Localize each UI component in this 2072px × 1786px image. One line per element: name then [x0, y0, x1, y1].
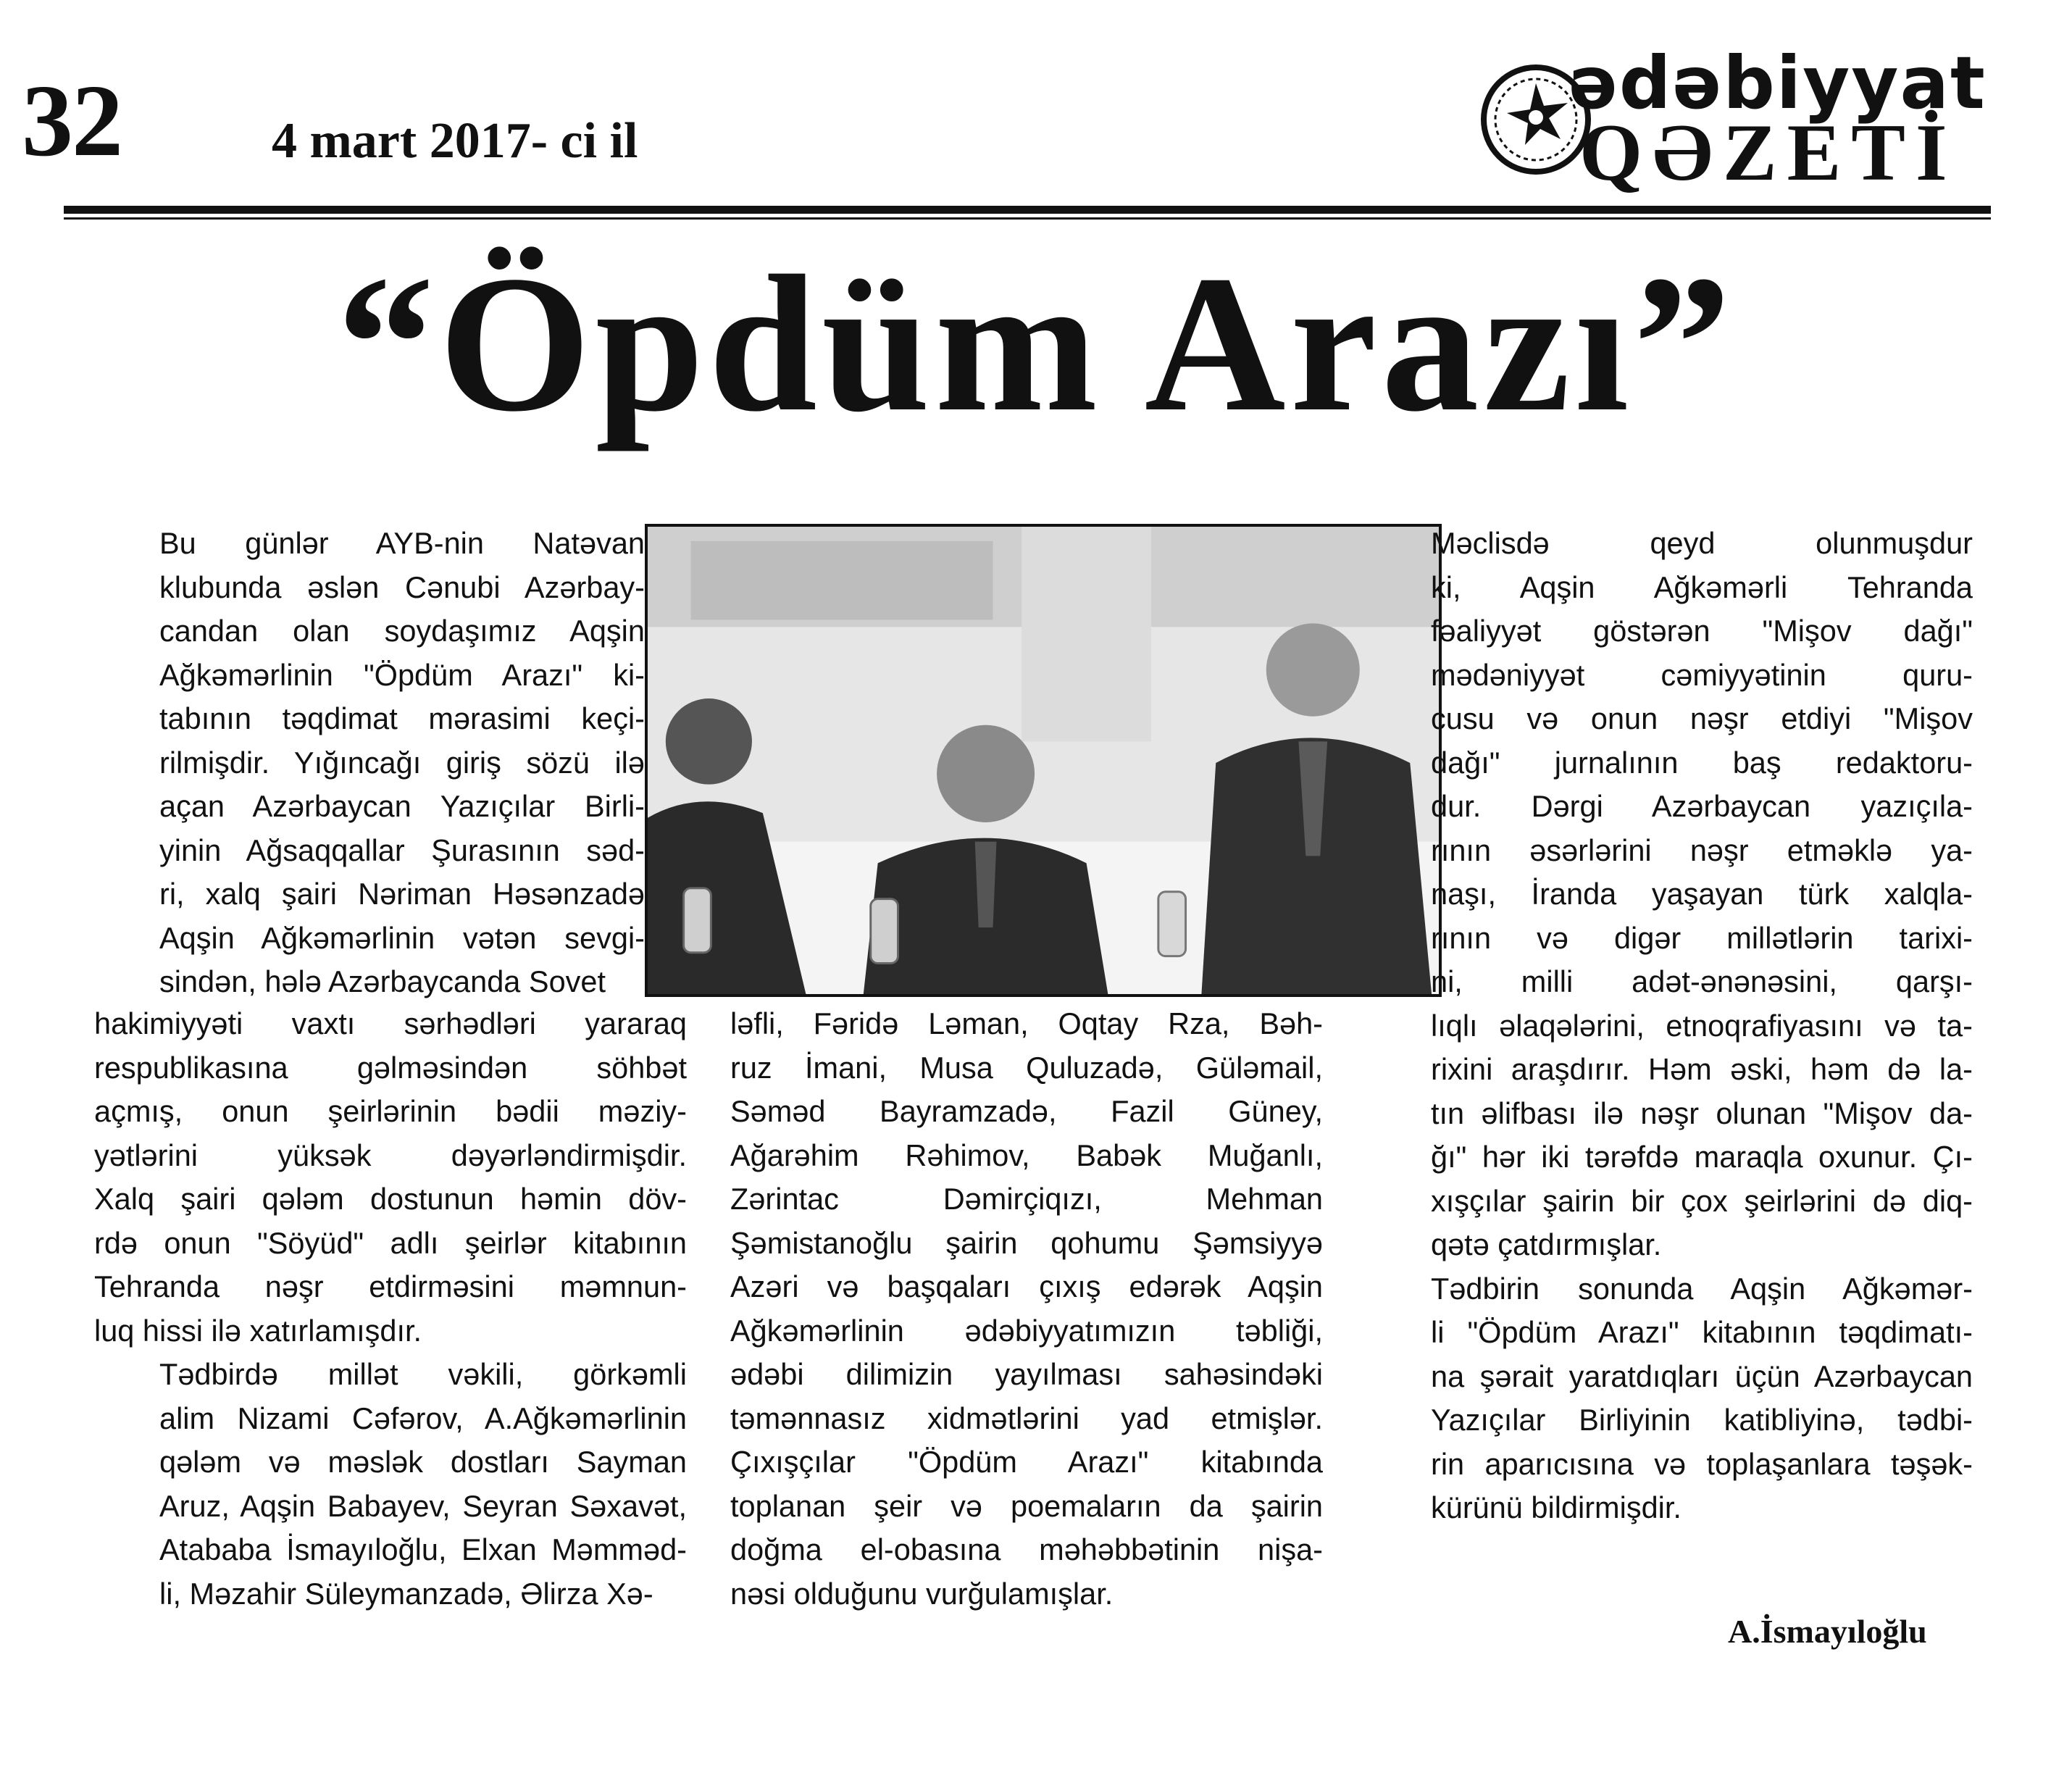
text-line: klubunda əslən Cənubi Azərbay-	[159, 569, 645, 604]
text-line: Məclisdə qeyd olunmuşdur	[1431, 526, 1973, 560]
text-line: açan Azərbaycan Yazıçılar Birli-	[159, 789, 645, 823]
text-line: Aruz, Aqşin Babayev, Seyran Səxavət,	[159, 1488, 687, 1523]
text-line: ruz İmani, Musa Quluzadə, Güləmail,	[730, 1050, 1323, 1085]
paragraph-1-bottom	[94, 1002, 687, 1353]
page-number: 32	[22, 63, 122, 178]
text-line: Tədbirdə millət vəkili, görkəmli	[159, 1357, 687, 1391]
text-line: cusu və onun nəşr etdiyi "Mişov	[1431, 701, 1973, 735]
paragraph-1-bottom-next	[94, 1353, 687, 1616]
text-line: Səməd Bayramzadə, Fazil Güney,	[730, 1094, 1323, 1128]
text-line: fəaliyyət göstərən "Mişov dağı"	[1431, 614, 1973, 648]
text-line: li, Məzahir Süleymanzadə, Əlirza Xə-	[159, 1576, 653, 1611]
issue-date: 4 mart 2017- ci il	[272, 113, 638, 169]
text-line: dur. Dərgi Azərbaycan yazıçıla-	[1431, 789, 1973, 823]
text-line: rin aparıcısına və toplaşanlara təşək-	[1431, 1446, 1973, 1481]
text-line: candan olan soydaşımız Aqşin	[159, 614, 645, 648]
text-line: na şərait yaratdıqları üçün Azərbaycan	[1431, 1359, 1973, 1393]
text-line: qələm və məslək dostları Sayman	[159, 1445, 687, 1479]
text-line: ni, milli adət-ənənəsini, qarşı-	[1431, 964, 1973, 998]
text-line: təmənnasız xidmətlərini yad etmişlər.	[730, 1401, 1323, 1435]
text-line: Şəmistanoğlu şairin qohumu Şəmsiyyə	[730, 1225, 1323, 1260]
column-2	[730, 1002, 1323, 1616]
masthead-line-2: QƏZETİ	[1579, 108, 1958, 198]
text-line: Bu günlər AYB-nin Natəvan	[159, 526, 645, 560]
column-3	[1366, 522, 1973, 1530]
text-line: kürünü bildirmişdir.	[1431, 1490, 1682, 1524]
text-line: lıqlı əlaqələrini, etnoqrafiyasını və ta-	[1431, 1008, 1973, 1043]
text-line: alim Nizami Cəfərov, A.Ağkəmərlinin	[159, 1401, 687, 1435]
text-line: Azəri və başqaları çıxış edərək Aqşin	[730, 1269, 1323, 1303]
paragraph-3-next	[1366, 1267, 1973, 1530]
text-line: açmış, onun şeirlərinin bədii məziy-	[94, 1094, 687, 1128]
text-line: nəsi olduğunu vurğulamışlar.	[730, 1576, 1114, 1611]
article-byline: A.İsmayıloğlu	[1728, 1613, 1927, 1650]
text-line: doğma el-obasına məhəbbətinin nişa-	[730, 1532, 1323, 1566]
text-line: hakimiyyəti vaxtı sərhədləri yararaq	[94, 1006, 687, 1040]
text-line: ki, Aqşin Ağkəmərli Tehranda	[1431, 569, 1973, 604]
text-line: qətə çatdırmışlar.	[1431, 1227, 1662, 1261]
header-rule-thin	[64, 217, 1991, 220]
text-line: li "Öpdüm Arazı" kitabının təqdimatı-	[1431, 1315, 1973, 1349]
event-photo	[645, 524, 1442, 997]
text-line: yinin Ağsaqqallar Şurasının səd-	[159, 833, 645, 867]
text-line: Xalq şairi qələm dostunun həmin döv-	[94, 1182, 687, 1216]
text-line: Yazıçılar Birliyinin katibliyinə, tədbi-	[1431, 1403, 1973, 1437]
text-line: dağı" jurnalının baş redaktoru-	[1431, 745, 1973, 780]
column-1-bottom	[94, 1002, 687, 1616]
text-line: tabının təqdimat mərasimi keçi-	[159, 701, 645, 735]
text-line: rının əsərlərini nəşr etməklə ya-	[1431, 833, 1973, 867]
text-line: rdə onun "Söyüd" adlı şeirlər kitabının	[94, 1225, 687, 1260]
text-line: xışçılar şairin bir çox şeirlərini də diq-	[1431, 1183, 1973, 1218]
paragraph-1-top	[94, 522, 645, 1004]
text-line: Çıxışçılar "Öpdüm Arazı" kitabında	[730, 1445, 1323, 1479]
text-line: Ağkəmərlinin "Öpdüm Arazı" ki-	[159, 657, 645, 692]
text-line: Atababa İsmayıloğlu, Elxan Məmməd-	[159, 1532, 687, 1566]
photo-illustration	[648, 527, 1439, 994]
text-line: rixini araşdırır. Həm əski, həm də la-	[1431, 1052, 1973, 1086]
text-line: naşı, İranda yaşayan türk xalqla-	[1431, 877, 1973, 911]
text-line: Ağkəmərlinin ədəbiyyatımızın təbliği,	[730, 1313, 1323, 1348]
paragraph-3	[1366, 522, 1973, 1267]
article-headline: “Öpdüm Arazı”	[336, 235, 1736, 452]
text-line: rilmişdir. Yığıncağı giriş sözü ilə	[159, 745, 645, 780]
text-line: respublikasına gəlməsindən söhbət	[94, 1050, 687, 1085]
text-line: tın əlifbası ilə nəşr olunan "Mişov da-	[1431, 1096, 1973, 1130]
text-line: Aqşin Ağkəmərlinin vətən sevgi-	[159, 920, 645, 955]
text-line: yətlərini yüksək dəyərləndirmişdir.	[94, 1138, 687, 1172]
text-line: ri, xalq şairi Nəriman Həsənzadə	[159, 877, 645, 911]
text-line: Zərintac Dəmirçiqızı, Mehman	[730, 1182, 1323, 1216]
header-rule-thick	[64, 206, 1991, 214]
masthead-line-1: ədəbiyyat	[1568, 41, 1987, 125]
text-line: sindən, hələ Azərbaycanda Sovet	[159, 964, 606, 998]
text-line: luq hissi ilə xatırlamışdır.	[94, 1313, 422, 1348]
text-line: ləfli, Fəridə Ləman, Oqtay Rza, Bəh-	[730, 1006, 1323, 1040]
text-line: mədəniyyət cəmiyyətinin quru-	[1431, 657, 1973, 692]
text-line: rının və digər millətlərin tarixi-	[1431, 920, 1973, 955]
text-line: ğı" hər iki tərəfdə maraqla oxunur. Çı-	[1431, 1140, 1973, 1174]
text-line: Ağarəhim Rəhimov, Babək Muğanlı,	[730, 1138, 1323, 1172]
text-line: toplanan şeir və poemaların da şairin	[730, 1488, 1323, 1523]
paragraph-2	[730, 1002, 1323, 1616]
column-1-top	[94, 522, 645, 1004]
newspaper-masthead	[1471, 41, 1987, 198]
text-line: Tədbirin sonunda Aqşin Ağkəmər-	[1431, 1271, 1973, 1306]
text-line: ədəbi dilimizin yayılması sahəsindəki	[730, 1357, 1323, 1391]
text-line: Tehranda nəşr etdirməsini məmnun-	[94, 1269, 687, 1303]
